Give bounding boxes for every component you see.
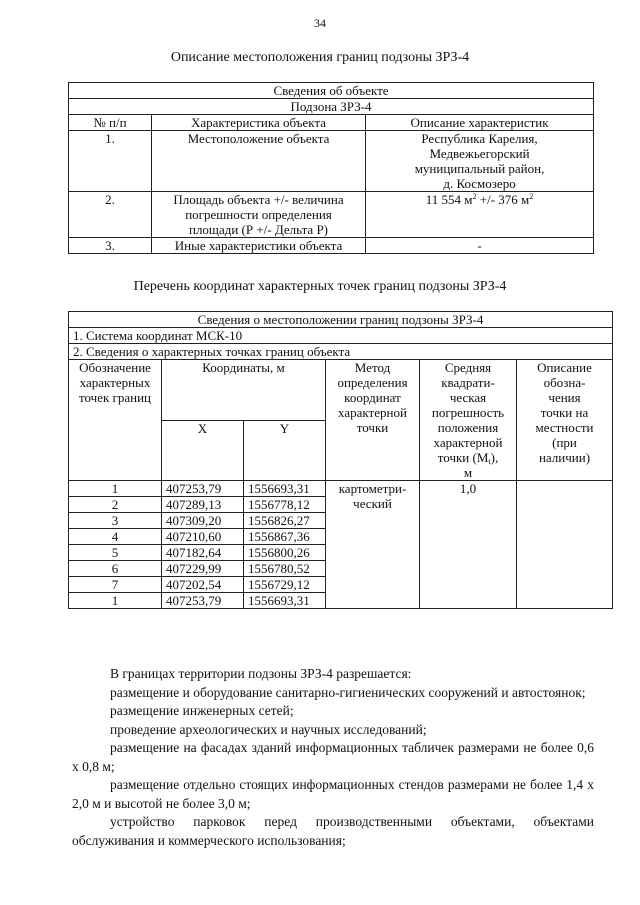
header-line: положения <box>437 420 499 435</box>
description-line: д. Космозеро <box>443 176 516 191</box>
header-line: чения <box>548 390 581 405</box>
object-info-header: Сведения об объекте <box>69 83 594 99</box>
coordinates-table <box>68 311 613 609</box>
header-fragment: точки (M <box>437 450 489 465</box>
coordinates-list-title: Перечень координат характерных точек границ подзоны ЗРЗ-4 <box>133 279 507 294</box>
row-number: 3. <box>69 238 152 254</box>
description-line: Республика Карелия, <box>421 131 538 146</box>
column-header-y: Y <box>244 420 326 481</box>
header-line: точки <box>356 420 389 435</box>
column-header-characteristic: Характеристика объекта <box>152 115 366 131</box>
point-x: 407202,54 <box>162 577 244 593</box>
object-info-table <box>68 82 594 254</box>
point-id: 4 <box>69 529 162 545</box>
coordinates-column-headers <box>69 360 613 421</box>
points-section-header: 2. Сведения о характерных точках границ объекта <box>69 344 613 360</box>
point-id: 7 <box>69 577 162 593</box>
point-y: 1556800,26 <box>244 545 326 561</box>
row-characteristic: Иные характеристики объекта <box>152 238 366 254</box>
paragraph: размещение отдельно стоящих информационных стендов размерами не более 1,4 х 2,0 м и высотой не более 3,0 м; <box>72 777 594 811</box>
point-id: 3 <box>69 513 162 529</box>
row-characteristic <box>152 192 366 238</box>
table-row <box>69 192 594 238</box>
header-line: Средняя <box>444 360 492 375</box>
header-line: координат <box>344 390 401 405</box>
characteristic-line: погрешности определения <box>185 207 332 222</box>
point-x: 407210,60 <box>162 529 244 545</box>
point-y: 1556729,12 <box>244 577 326 593</box>
row-number: 2. <box>69 192 152 238</box>
header-line: характерной <box>433 435 503 450</box>
header-line: ческая <box>449 390 487 405</box>
point-x: 407253,79 <box>162 593 244 609</box>
header-line: точки на <box>540 405 589 420</box>
paragraph: проведение археологических и научных исследований; <box>110 721 427 737</box>
header-line: м <box>463 465 473 480</box>
point-y: 1556778,12 <box>244 497 326 513</box>
column-header-error <box>420 360 517 481</box>
paragraph: размещение и оборудование санитарно-гигиенических сооружений и автостоянок; <box>110 684 586 700</box>
coordinate-system: 1. Система координат МСК-10 <box>69 328 613 344</box>
header-line: определения <box>337 375 408 390</box>
paragraph: размещение на фасадах зданий информационных табличек размерами не более 0,6 х 0,8 м; <box>72 740 594 774</box>
error-value: 1,0 <box>420 481 517 609</box>
point-id: 6 <box>69 561 162 577</box>
column-header-coordinates: Координаты, м <box>162 360 326 421</box>
header-subscript: t <box>488 457 491 466</box>
point-y: 1556867,36 <box>244 529 326 545</box>
header-line: обозна- <box>543 375 586 390</box>
column-header-number: № п/п <box>69 115 152 131</box>
table-row <box>69 481 613 497</box>
header-line: наличии) <box>538 450 591 465</box>
coordinates-table-header: Сведения о местоположении границ подзоны ЗРЗ-4 <box>69 312 613 328</box>
characteristic-line: Площадь объекта +/- величина <box>173 192 344 207</box>
page-title: Описание местоположения границ подзоны ЗРЗ-4 <box>170 50 470 65</box>
row-description <box>366 192 594 238</box>
header-line: Метод <box>354 360 391 375</box>
paragraph: размещение инженерных сетей; <box>110 703 294 718</box>
header-line: квадрати- <box>441 375 495 390</box>
point-x: 407182,64 <box>162 545 244 561</box>
header-line: (при <box>552 435 577 450</box>
column-header-description <box>517 360 613 481</box>
description-line: Медвежьегорский <box>429 146 530 161</box>
characteristic-line: площади (Р +/- Дельта Р) <box>188 222 328 237</box>
point-y: 1556693,31 <box>244 481 326 497</box>
method-line: ческий <box>353 496 392 511</box>
method-value <box>326 481 420 609</box>
column-header-x: X <box>162 420 244 481</box>
description-line: муниципальный район, <box>414 161 545 176</box>
row-description: - <box>366 238 594 254</box>
paragraph: В границах территории подзоны ЗРЗ-4 разрешается: <box>110 666 412 681</box>
header-line: местности <box>535 420 594 435</box>
method-line: картометри- <box>338 481 407 496</box>
object-info-column-headers <box>69 115 594 131</box>
point-id: 1 <box>69 481 162 497</box>
point-id: 5 <box>69 545 162 561</box>
header-line: Обозначение <box>79 360 151 375</box>
page-number: 34 <box>314 16 326 30</box>
point-id: 2 <box>69 497 162 513</box>
point-x: 407309,20 <box>162 513 244 529</box>
header-line: характерной <box>338 405 407 420</box>
row-description <box>366 131 594 192</box>
object-info-subheader: Подзона ЗРЗ-4 <box>69 99 594 115</box>
point-y: 1556693,31 <box>244 593 326 609</box>
table-row <box>69 238 594 254</box>
area-error-value: +/- 376 м <box>476 192 530 207</box>
point-x: 407253,79 <box>162 481 244 497</box>
permitted-uses-text <box>72 665 594 850</box>
header-line: точек границ <box>78 390 152 405</box>
header-line: погрешность <box>431 405 505 420</box>
area-error-unit-exponent: 2 <box>529 192 534 201</box>
column-header-method <box>326 360 420 481</box>
point-y: 1556826,27 <box>244 513 326 529</box>
point-x: 407289,13 <box>162 497 244 513</box>
point-x: 407229,99 <box>162 561 244 577</box>
column-header-description: Описание характеристик <box>366 115 594 131</box>
header-line <box>424 450 512 465</box>
point-id: 1 <box>69 593 162 609</box>
row-characteristic: Местоположение объекта <box>152 131 366 192</box>
header-line: Описание <box>537 360 592 375</box>
table-row <box>69 131 594 192</box>
description-value <box>517 481 613 609</box>
column-header-designation <box>69 360 162 481</box>
point-y: 1556780,52 <box>244 561 326 577</box>
paragraph: устройство парковок перед производственными объектами, объектами обслуживания и коммерческого использования; <box>72 814 594 848</box>
area-value: 11 554 м <box>425 192 473 207</box>
header-line: характерных <box>79 375 151 390</box>
row-number: 1. <box>69 131 152 192</box>
area-unit-exponent: 2 <box>472 192 477 201</box>
header-fragment: ), <box>490 450 499 465</box>
